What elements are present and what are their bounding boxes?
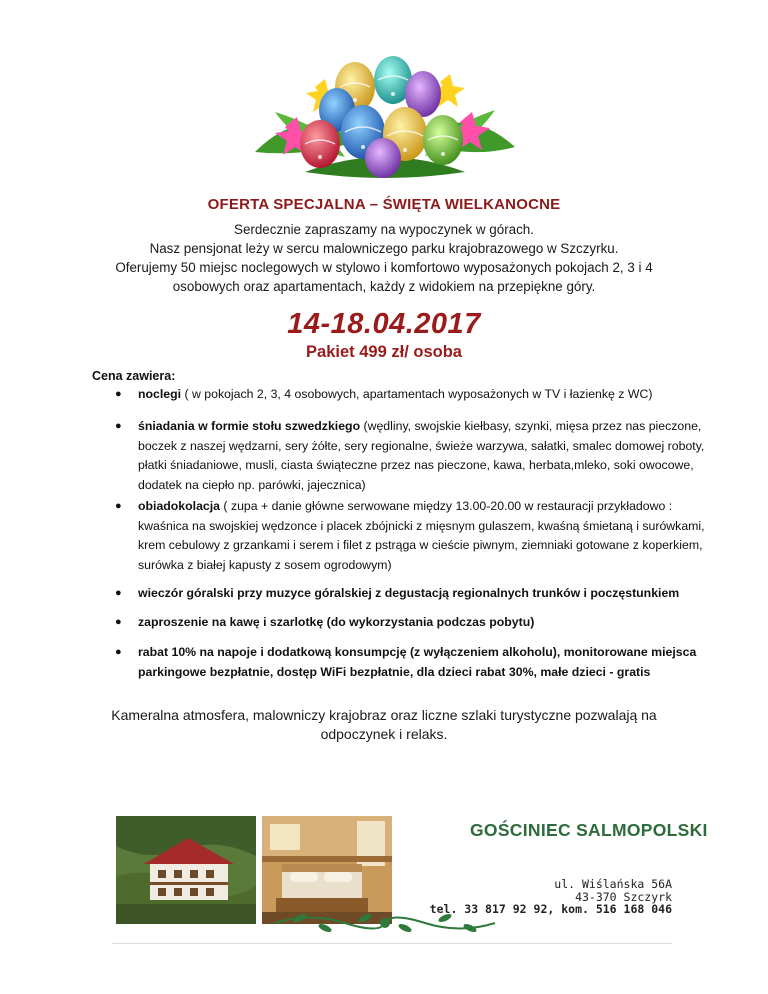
item-title: wieczór góralski przy muzyce góralskiej z degustacją regionalnych trunków i poczęstunkiem — [138, 586, 680, 600]
intro-line: Oferujemy 50 miejsc noclegowych w stylowo i komfortowo wyposażonych pokojach 2, 3 i 4 — [115, 260, 653, 275]
intro-line: Nasz pensjonat leży w sercu malowniczego parku krajobrazowego w Szczyrku. — [149, 241, 619, 256]
floral-ornament-icon — [270, 910, 500, 936]
bullet-icon: ● — [115, 646, 122, 658]
package-price: Pakiet 499 zł/ osoba — [306, 343, 462, 361]
list-item — [108, 497, 718, 575]
list-item — [108, 385, 652, 405]
divider — [112, 943, 672, 944]
intro-line: osobowych oraz apartamentach, każdy z widokiem na przepiękne góry. — [172, 279, 596, 294]
intro-line: Serdecznie zapraszamy na wypoczynek w górach. — [234, 222, 534, 237]
contact-phone: tel. 33 817 92 92, kom. 516 168 046 — [429, 902, 672, 916]
list-item — [108, 613, 534, 633]
bullet-icon: ● — [115, 420, 122, 432]
closing-text — [0, 706, 768, 744]
bullet-icon: ● — [115, 616, 122, 628]
bullet-icon: ● — [115, 388, 122, 400]
list-item — [108, 643, 718, 682]
item-title: zaproszenie na kawę i szarlotkę (do wykorzystania podczas pobytu) — [138, 615, 535, 629]
includes-label: Cena zawiera: — [92, 369, 176, 383]
offer-dates: 14-18.04.2017 — [287, 308, 481, 340]
list-item — [108, 584, 679, 604]
item-title: obiadokolacja — [138, 499, 221, 513]
brand-name: GOŚCINIEC SALMOPOLSKI — [470, 820, 708, 840]
closing-line: odpoczynek i relaks. — [320, 726, 448, 742]
item-title: rabat 10% na napoje i dodatkową konsumpcję (z wyłączeniem alkoholu), monitorowane miejsca parkingowe bezpłatnie, dostęp WiFi bezpłatnie, dla dzieci rabat 30%, małe dzieci - gratis — [138, 645, 697, 679]
item-text: ( zupa + danie główne serwowane między 13.00-20.00 w restauracji przykładowo : kwaśnica na swojskiej wędzonce i placek zbójnicki z mięsnym gulaszem, kwaśną śmietaną i surówkami, krem cebulowy z grzankami i serem i filet z pstrąga w cieście piwnym, ziemniaki gotowane z koperkiem, surówka z białej kapusty z sosem ogrodowym) — [138, 499, 705, 572]
item-title: śniadania w formie stołu szwedzkiego — [138, 419, 361, 433]
bullet-icon: ● — [115, 500, 122, 512]
offer-title: OFERTA SPECJALNA – ŚWIĘTA WIELKANOCNE — [207, 196, 561, 213]
list-item — [108, 417, 718, 495]
room-photo — [262, 816, 392, 924]
closing-line: Kameralna atmosfera, malowniczy krajobraz oraz liczne szlaki turystyczne pozwalają na — [111, 707, 657, 723]
intro-text — [0, 220, 768, 296]
bullet-icon: ● — [115, 587, 122, 599]
item-text: ( w pokojach 2, 3, 4 osobowych, apartamentach wyposażonych w TV i łazienkę z WC) — [181, 387, 653, 401]
guesthouse-photo — [116, 816, 256, 924]
item-text: (wędliny, swojskie kiełbasy, szynki, mięsa przez nas pieczone, boczek z naszej wędzarni, sery żółte, sery regionalne, świeże warzywa, sałatki, smalec domowej roboty, płatki śniadaniowe, musli, ciasta świąteczne przez nas pieczone, kawa, herbata,mleko, soki owocowe, dodatek na ciepło np. parówki, jajecznica) — [138, 419, 705, 492]
item-title: noclegi — [138, 387, 182, 401]
address-city: 43-370 Szczyrk — [575, 890, 672, 904]
easter-eggs-image — [245, 32, 525, 184]
address-street: ul. Wiślańska 56A — [554, 877, 672, 891]
